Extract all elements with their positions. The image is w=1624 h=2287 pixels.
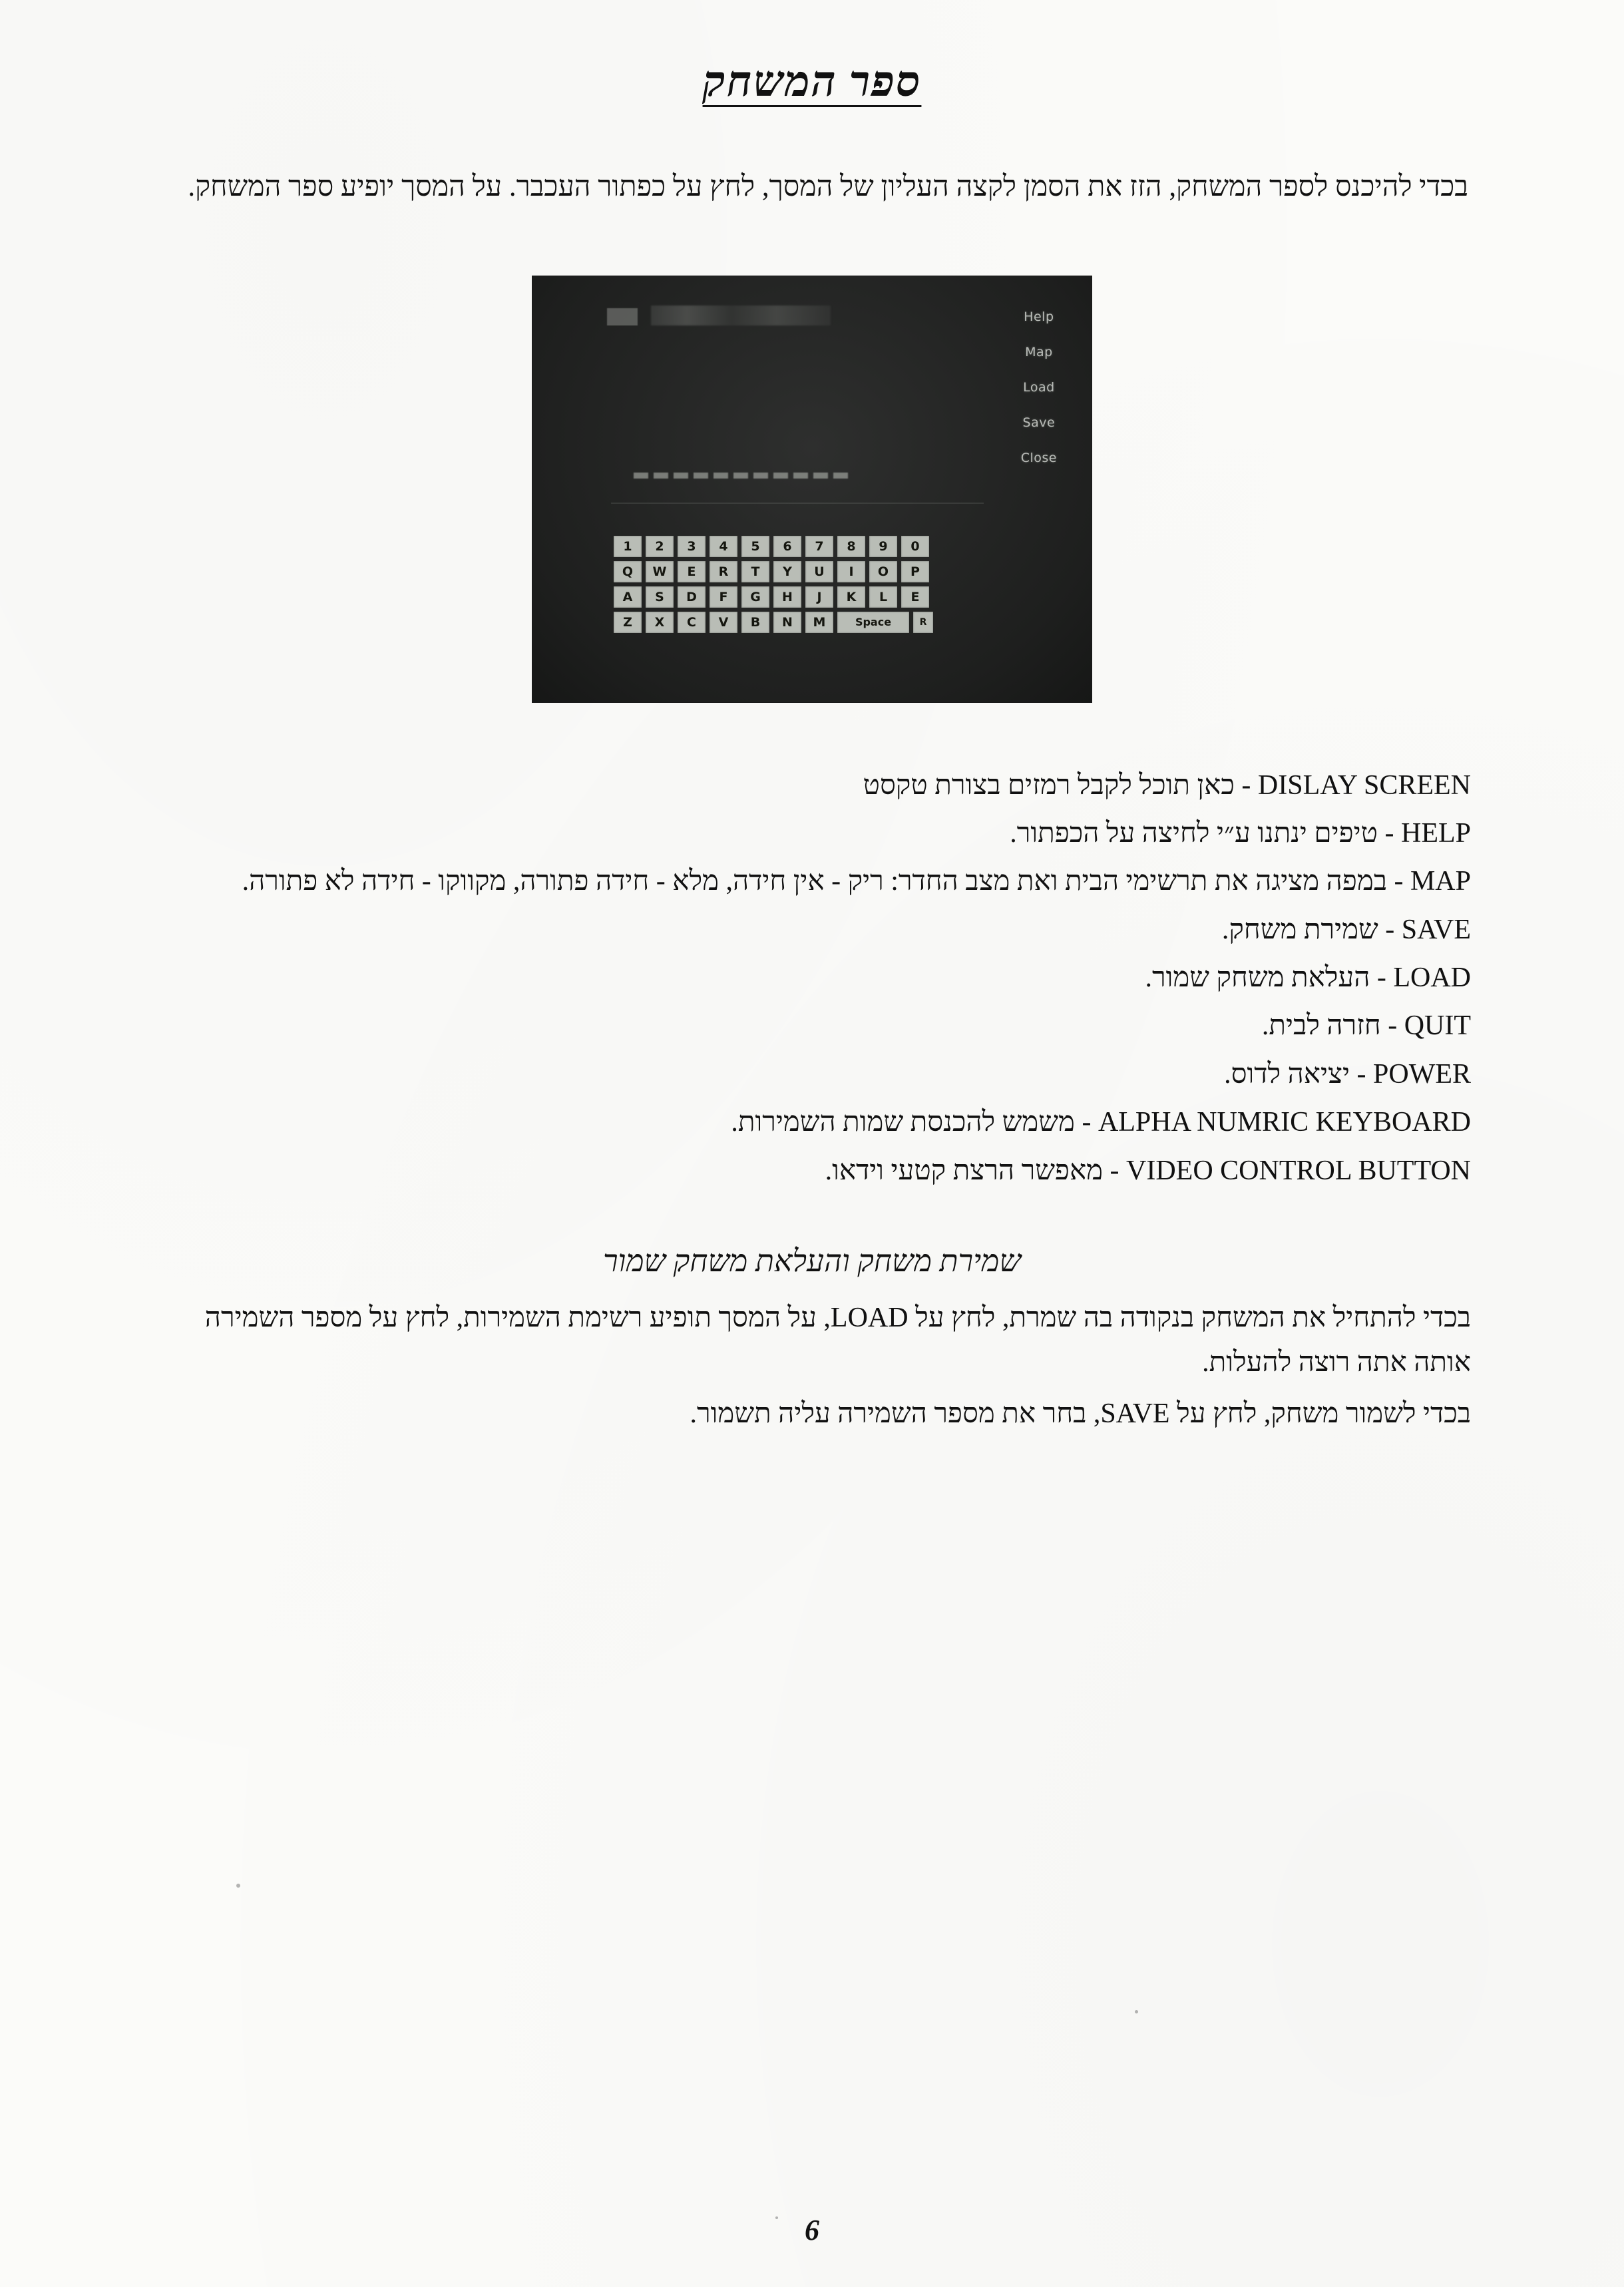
screen-logo-icon xyxy=(607,308,638,325)
scan-speck xyxy=(236,1884,240,1888)
key-k[interactable]: K xyxy=(837,586,865,608)
key-a[interactable]: A xyxy=(614,586,642,608)
key-2[interactable]: 2 xyxy=(646,536,674,557)
display-text-line xyxy=(634,473,853,479)
key-1[interactable]: 1 xyxy=(614,536,642,557)
key-9[interactable]: 9 xyxy=(869,536,897,557)
legend-item-map: MAP - במפה מציגה את תרשימי הבית ואת מצב החדר: ריק - אין חידה, מלא - חידה פתורה, מקווקו - חידה לא פתורה. xyxy=(242,866,1471,897)
menu-item-save[interactable]: Save xyxy=(1022,415,1056,430)
key-5[interactable]: 5 xyxy=(741,536,769,557)
key-y[interactable]: Y xyxy=(773,561,801,582)
menu-item-load[interactable]: Load xyxy=(1023,379,1055,395)
legend-item-video-control-button: VIDEO CONTROL BUTTON - מאפשר הרצת קטעי וידאו. xyxy=(825,1155,1471,1186)
page-title: ספר המשחק xyxy=(702,58,922,105)
key-f[interactable]: F xyxy=(710,586,737,608)
keyboard-row-zxcv xyxy=(614,612,933,633)
screen-title-banner xyxy=(651,306,831,325)
key-s[interactable]: S xyxy=(646,586,674,608)
keyboard-row-qwerty xyxy=(614,561,933,582)
key-h[interactable]: H xyxy=(773,586,801,608)
key-j[interactable]: J xyxy=(805,586,833,608)
key-r[interactable]: R xyxy=(710,561,737,582)
key-3[interactable]: 3 xyxy=(678,536,706,557)
page-number: 6 xyxy=(805,2214,819,2246)
key-6[interactable]: 6 xyxy=(773,536,801,557)
key-v[interactable]: V xyxy=(710,612,737,633)
figure-container xyxy=(153,276,1471,702)
key-t[interactable]: T xyxy=(741,561,769,582)
key-e[interactable]: E xyxy=(678,561,706,582)
section-paragraph-save: בכדי לשמור משחק, לחץ על SAVE, בחר את מספר השמירה עליה תשמור. xyxy=(690,1398,1471,1430)
section-heading-save-load: שמירת משחק והעלאת משחק שמור xyxy=(602,1243,1022,1278)
legend-list xyxy=(153,763,1471,1193)
key-b[interactable]: B xyxy=(741,612,769,633)
key-c[interactable]: C xyxy=(678,612,706,633)
legend-item-power: POWER - יציאה לדוס. xyxy=(1224,1058,1471,1090)
legend-item-load: LOAD - העלאת משחק שמור. xyxy=(1145,962,1471,994)
keyboard-row-asdf xyxy=(614,586,933,608)
game-book-screenshot xyxy=(532,276,1092,702)
section-body-save-load xyxy=(153,1296,1471,1437)
legend-item-save: SAVE - שמירת משחק. xyxy=(1221,914,1471,945)
legend-item-help: HELP - טיפים ינתנו ע״י לחיצה על הכפתור. xyxy=(1010,818,1471,849)
scan-speck xyxy=(1135,2010,1138,2013)
key-i[interactable]: I xyxy=(837,561,865,582)
legend-item-alpha-numeric-keyboard: ALPHA NUMRIC KEYBOARD - משמש להכנסת שמות השמירות. xyxy=(731,1107,1471,1138)
key-z[interactable]: Z xyxy=(614,612,642,633)
key-side[interactable]: R xyxy=(913,612,933,633)
key-g[interactable]: G xyxy=(741,586,769,608)
key-enter[interactable]: E xyxy=(901,586,929,608)
key-space[interactable]: Space xyxy=(837,612,909,633)
key-4[interactable]: 4 xyxy=(710,536,737,557)
legend-item-quit: QUIT - חזרה לבית. xyxy=(1261,1010,1471,1042)
key-0[interactable]: 0 xyxy=(901,536,929,557)
key-w[interactable]: W xyxy=(646,561,674,582)
section-paragraph-load: בכדי להתחיל את המשחק בנקודה בה שמרת, לחץ על LOAD, על המסך תופיע רשימת השמירות, לחץ על מספר השמירה אותה אתה רוצה להעלות. xyxy=(204,1302,1471,1378)
screen-divider xyxy=(611,503,984,504)
screen-surface xyxy=(532,276,1092,702)
alpha-numeric-keyboard[interactable] xyxy=(614,536,933,637)
intro-paragraph: בכדי להיכנס לספר המשחק, הזז את הסמן לקצה העליון של המסך, לחץ על כפתור העכבר. על המסך יופיע ספר המשחק. xyxy=(188,171,1468,202)
screen-menu xyxy=(1021,310,1057,486)
menu-item-close[interactable]: Close xyxy=(1020,450,1057,465)
keyboard-row-numbers xyxy=(614,536,933,557)
key-p[interactable]: P xyxy=(901,561,929,582)
key-8[interactable]: 8 xyxy=(837,536,865,557)
key-d[interactable]: D xyxy=(678,586,706,608)
menu-item-help[interactable]: Help xyxy=(1024,309,1054,324)
page-content xyxy=(153,0,1471,2287)
key-x[interactable]: X xyxy=(646,612,674,633)
key-l[interactable]: L xyxy=(869,586,897,608)
menu-item-map[interactable]: Map xyxy=(1025,344,1053,359)
key-o[interactable]: O xyxy=(869,561,897,582)
key-n[interactable]: N xyxy=(773,612,801,633)
key-u[interactable]: U xyxy=(805,561,833,582)
key-m[interactable]: M xyxy=(805,612,833,633)
key-7[interactable]: 7 xyxy=(805,536,833,557)
legend-item-display-screen: DISLAY SCREEN - כאן תוכל לקבל רמזים בצורת טקסט xyxy=(863,769,1471,801)
key-q[interactable]: Q xyxy=(614,561,642,582)
